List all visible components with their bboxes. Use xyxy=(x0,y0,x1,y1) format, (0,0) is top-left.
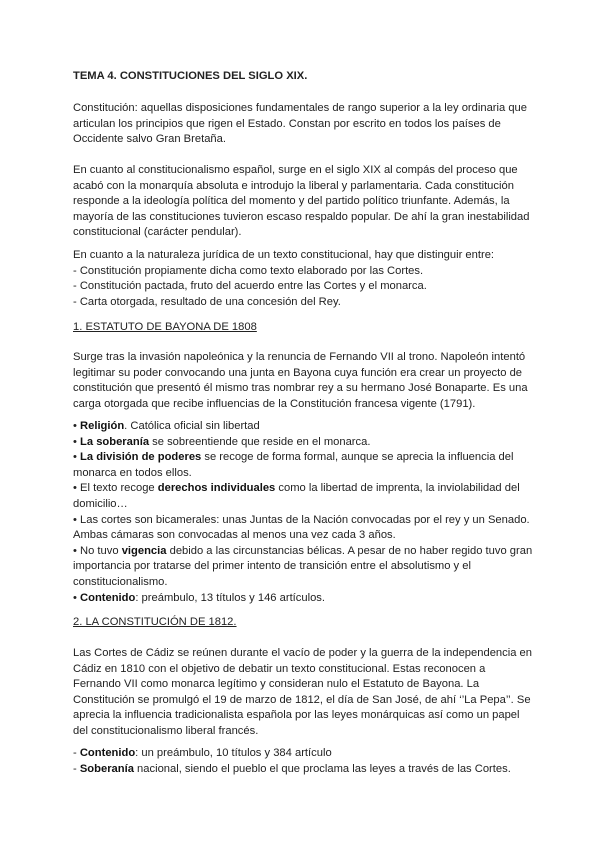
legal-nature-block xyxy=(73,248,533,310)
section-heading-bayona: 1. ESTATUTO DE BAYONA DE 1808 xyxy=(73,321,257,333)
list-item: - Contenido: un preámbulo, 10 títulos y 384 artículo xyxy=(73,747,332,759)
constitution-1812-list xyxy=(73,746,533,777)
type-item: - Carta otorgada, resultado de una concesión del Rey. xyxy=(73,295,341,308)
bullet-item: • La división de poderes se recoge de forma formal, aunque se aprecia la influencia del monarca en todos ellos. xyxy=(73,451,514,479)
legal-nature-intro: En cuanto a la naturaleza jurídica de un texto constitucional, hay que distinguir entre: xyxy=(73,249,495,261)
bullet-item: • Las cortes son bicamerales: unas Juntas de la Nación convocadas por el rey y un Senado. Ambas cámaras son convocadas al menos una vez cada 3 años. xyxy=(73,513,530,542)
type-item: - Constitución pactada, fruto del acuerdo entre las Cortes y el monarca. xyxy=(73,280,427,293)
bullet-item: • El texto recoge derechos individuales como la libertad de imprenta, la inviolabilidad del domicilio… xyxy=(73,482,520,510)
constitutionalism-paragraph: En cuanto al constitucionalismo español, surge en el siglo XIX al compás del proceso que acabó con la monarquía absoluta e introdujo la liberal y parlamentaria. Cada constitución responde a la ideología política del momento y del partido político triunfante. Además, la mayoría de las constituciones tuvieron escaso respaldo popular. De ahí la gran inestabilidad constitucional (carácter pendular). xyxy=(73,164,530,239)
bullet-item: • La soberanía se sobreentiende que reside en el monarca. xyxy=(73,435,371,448)
bayona-paragraph: Surge tras la invasión napoleónica y la renuncia de Fernando VII al trono. Napoleón intentó legitimar su poder convocando una junta en Bayona cuya función era crear un proyecto de constitución que presentó él mismo tras nombrar rey a su hermano José Bonaparte. Es una carga otorgada que recibe influencias de la Constitución francesa vigente (1791). xyxy=(73,351,528,410)
document-title: TEMA 4. CONSTITUCIONES DEL SIGLO XIX. xyxy=(73,70,308,82)
bullet-item: • Religión. Católica oficial sin libertad xyxy=(73,420,260,432)
section-heading-1812: 2. LA CONSTITUCIÓN DE 1812. xyxy=(73,616,237,628)
bullet-item: • No tuvo vigencia debido a las circunstancias bélicas. A pesar de no haber regido tuvo gran importancia por tratarse del primer intento de transición entre el absolutismo y el constitucionalismo. xyxy=(73,544,533,588)
definition-paragraph: Constitución: aquellas disposiciones fundamentales de rango superior a la ley ordinaria que articulan los principios que rigen el Estado. Constan por escrito en todos los países de Occidente salvo Gran Bretaña. xyxy=(73,102,527,146)
list-item: - Soberanía nacional, siendo el pueblo el que proclama las leyes a través de las Cortes. xyxy=(73,762,511,775)
constitution-1812-paragraph: Las Cortes de Cádiz se reúnen durante el vacío de poder y la guerra de la independencia en Cádiz en 1810 con el objetivo de debatir un texto constitucional. Estas reconocen a Fernando VII como monarca legítimo y consideran nulo el Estatuto de Bayona. La Constitución se promulgó el 19 de marzo de 1812, el día de San José, de ahí ‘’La Pepa’’. Se aprecia la influencia tradicionalista española por las leyes monárquicas así como un papel del constitucionalismo liberal francés. xyxy=(73,647,532,737)
bullet-item: • Contenido: preámbulo, 13 títulos y 146 artículos. xyxy=(73,591,326,604)
bayona-bullet-list xyxy=(73,419,533,606)
type-item: - Constitución propiamente dicha como texto elaborado por las Cortes. xyxy=(73,264,424,277)
